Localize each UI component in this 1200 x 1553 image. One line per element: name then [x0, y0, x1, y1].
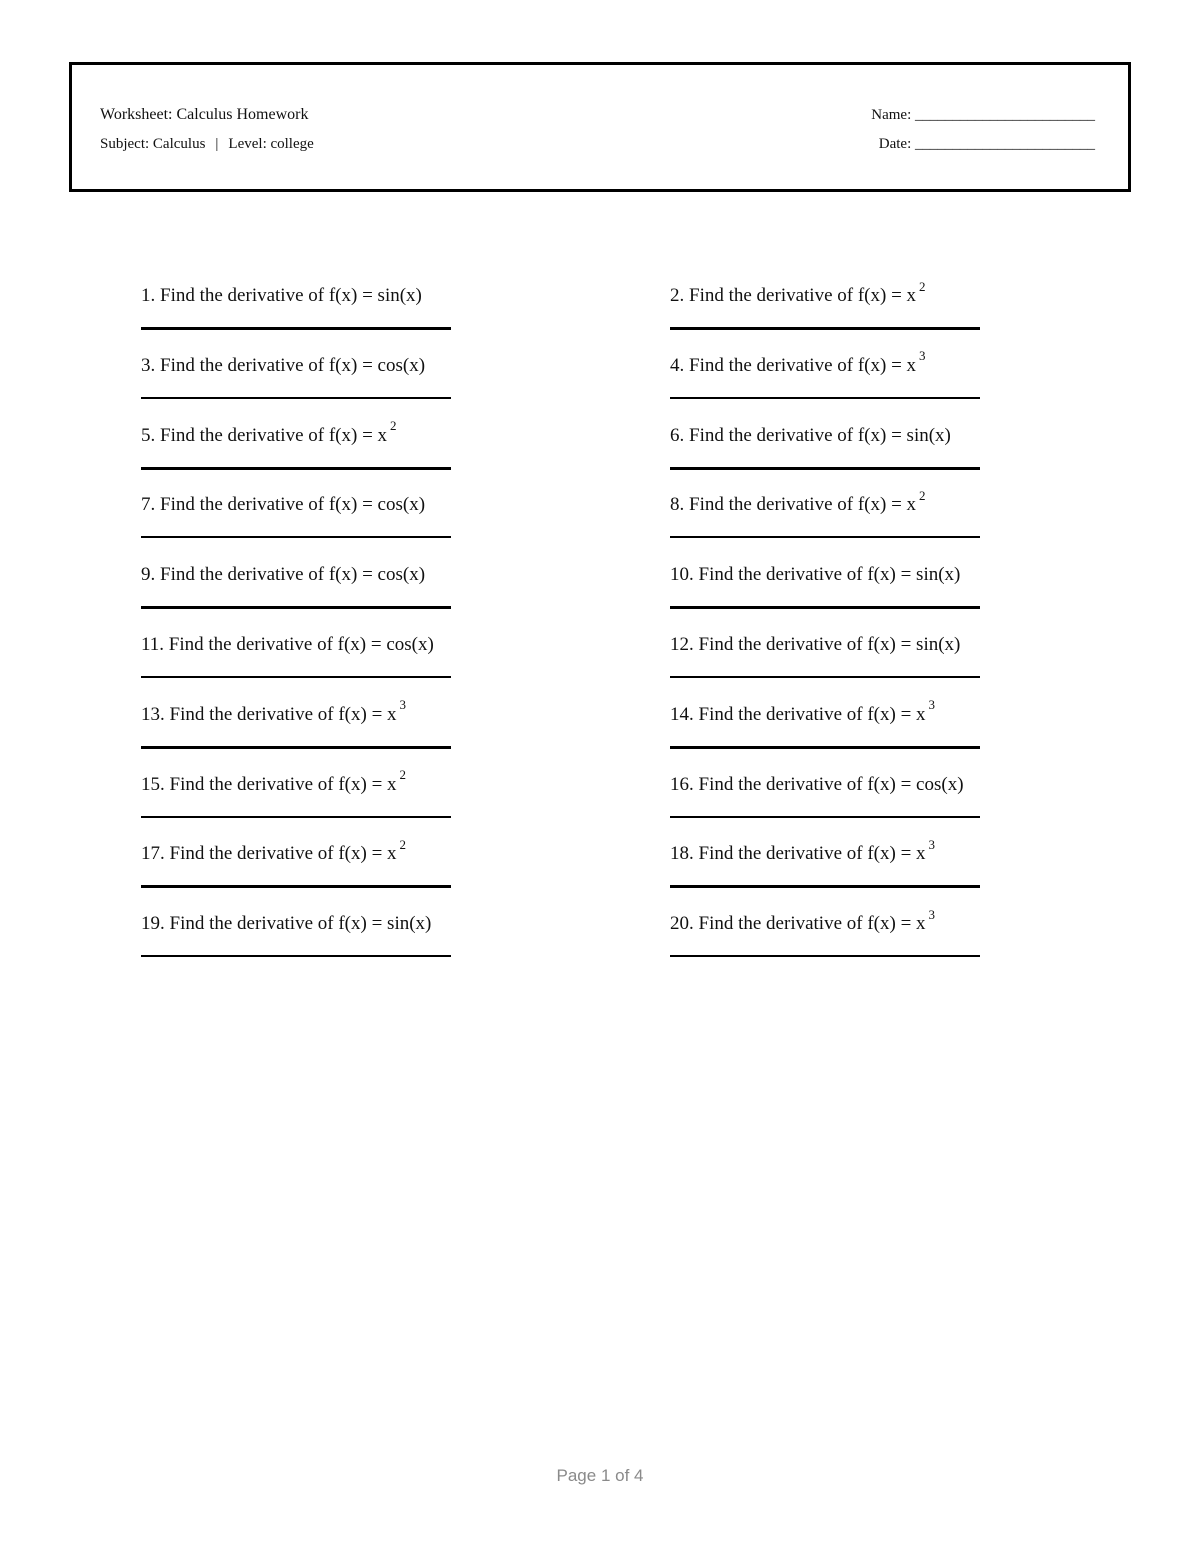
answer-line[interactable] — [141, 397, 451, 399]
worksheet-header — [69, 62, 1131, 192]
problem-item — [670, 837, 1010, 866]
problem-text — [141, 767, 481, 797]
exponent: 2 — [399, 767, 407, 783]
problem-text — [141, 912, 481, 936]
problem-text — [141, 354, 481, 378]
answer-line[interactable] — [670, 397, 980, 399]
problem-item — [141, 418, 481, 448]
problem-prompt: 10. Find the derivative of f(x) = sin(x) — [670, 564, 961, 586]
problem-text — [670, 906, 1010, 936]
problem-prompt: 4. Find the derivative of f(x) = x — [670, 354, 917, 376]
problem-item — [141, 563, 481, 587]
problem-prompt: 20. Find the derivative of f(x) = x — [670, 913, 926, 935]
problem-text — [670, 773, 1010, 797]
problem-text — [670, 837, 1010, 866]
problem-item — [670, 278, 1010, 308]
problem-prompt: 1. Find the derivative of f(x) = sin(x) — [141, 285, 422, 306]
answer-line[interactable] — [141, 536, 451, 538]
answer-line[interactable] — [670, 327, 980, 330]
problem-text — [141, 284, 481, 308]
problem-item — [141, 912, 481, 936]
exponent: 2 — [399, 837, 407, 853]
problem-item — [141, 284, 481, 308]
problem-prompt: 19. Find the derivative of f(x) = sin(x) — [141, 913, 432, 935]
problem-text — [670, 633, 1010, 657]
problem-prompt: 2. Find the derivative of f(x) = x — [670, 285, 917, 306]
answer-line[interactable] — [670, 955, 980, 957]
worksheet-title: Worksheet: Calculus Homework — [100, 106, 309, 123]
answer-line[interactable] — [141, 746, 451, 749]
exponent: 3 — [928, 906, 936, 922]
date-field: Date: ________________________ — [878, 136, 1095, 152]
problem-text — [670, 697, 1010, 727]
answer-line[interactable] — [141, 467, 451, 470]
answer-line[interactable] — [670, 606, 980, 609]
exponent: 2 — [919, 488, 926, 504]
problem-prompt: 16. Find the derivative of f(x) = cos(x) — [670, 773, 964, 795]
problem-prompt: 8. Find the derivative of f(x) = x — [670, 494, 917, 516]
problem-text — [670, 278, 1010, 308]
problem-text — [141, 697, 481, 727]
problem-item — [141, 837, 481, 866]
problem-prompt: 7. Find the derivative of f(x) = cos(x) — [141, 494, 426, 516]
exponent: 3 — [928, 697, 936, 713]
exponent: 3 — [928, 837, 936, 853]
problem-text — [670, 488, 1010, 517]
exponent: 2 — [390, 418, 397, 434]
problem-prompt: 11. Find the derivative of f(x) = cos(x) — [141, 634, 434, 655]
problem-prompt: 9. Find the derivative of f(x) = cos(x) — [141, 564, 426, 586]
problem-item — [670, 488, 1010, 517]
answer-line[interactable] — [141, 885, 451, 888]
problem-prompt: 3. Find the derivative of f(x) = cos(x) — [141, 354, 426, 376]
problem-prompt: 17. Find the derivative of f(x) = x — [141, 843, 397, 865]
problem-item — [141, 493, 481, 517]
level-label: Level: college — [228, 136, 314, 152]
problem-text — [141, 493, 481, 517]
problem-item — [670, 563, 1010, 587]
problem-prompt: 12. Find the derivative of f(x) = sin(x) — [670, 634, 961, 655]
problem-prompt: 18. Find the derivative of f(x) = x — [670, 843, 926, 865]
problem-prompt: 6. Find the derivative of f(x) = sin(x) — [670, 424, 951, 446]
problem-text — [670, 563, 1010, 587]
problem-prompt: 14. Find the derivative of f(x) = x — [670, 703, 926, 725]
page-number: Page 1 of 4 — [556, 1466, 644, 1485]
problem-prompt: 15. Find the derivative of f(x) = x — [141, 773, 397, 795]
problem-text — [670, 348, 1010, 378]
problem-item — [141, 633, 481, 657]
problem-item — [670, 697, 1010, 727]
answer-line[interactable] — [670, 816, 980, 818]
problem-item — [670, 773, 1010, 797]
exponent: 3 — [399, 697, 407, 713]
answer-line[interactable] — [141, 955, 451, 957]
answer-line[interactable] — [670, 746, 980, 749]
answer-line[interactable] — [141, 816, 451, 818]
answer-line[interactable] — [670, 885, 980, 888]
problem-prompt: 13. Find the derivative of f(x) = x — [141, 703, 397, 725]
problem-item — [670, 424, 1010, 448]
meta-separator: | — [215, 136, 219, 152]
exponent: 3 — [919, 348, 926, 364]
problem-item — [670, 348, 1010, 378]
answer-line[interactable] — [141, 327, 451, 330]
answer-line[interactable] — [141, 606, 451, 609]
problem-item — [670, 633, 1010, 657]
answer-line[interactable] — [141, 676, 451, 678]
exponent: 2 — [919, 278, 926, 294]
problem-prompt: 5. Find the derivative of f(x) = x — [141, 424, 388, 446]
subject-label: Subject: Calculus — [100, 136, 206, 152]
problem-text — [141, 563, 481, 587]
problem-text — [141, 633, 481, 657]
problem-item — [670, 906, 1010, 936]
problem-text — [141, 418, 481, 448]
problem-text — [141, 837, 481, 866]
answer-line[interactable] — [670, 536, 980, 538]
problem-item — [141, 697, 481, 727]
worksheet-meta — [100, 134, 314, 154]
name-field: Name: ________________________ — [871, 107, 1095, 123]
answer-line[interactable] — [670, 676, 980, 678]
problem-item — [141, 767, 481, 797]
problem-item — [141, 354, 481, 378]
answer-line[interactable] — [670, 467, 980, 470]
problem-text — [670, 424, 1010, 448]
